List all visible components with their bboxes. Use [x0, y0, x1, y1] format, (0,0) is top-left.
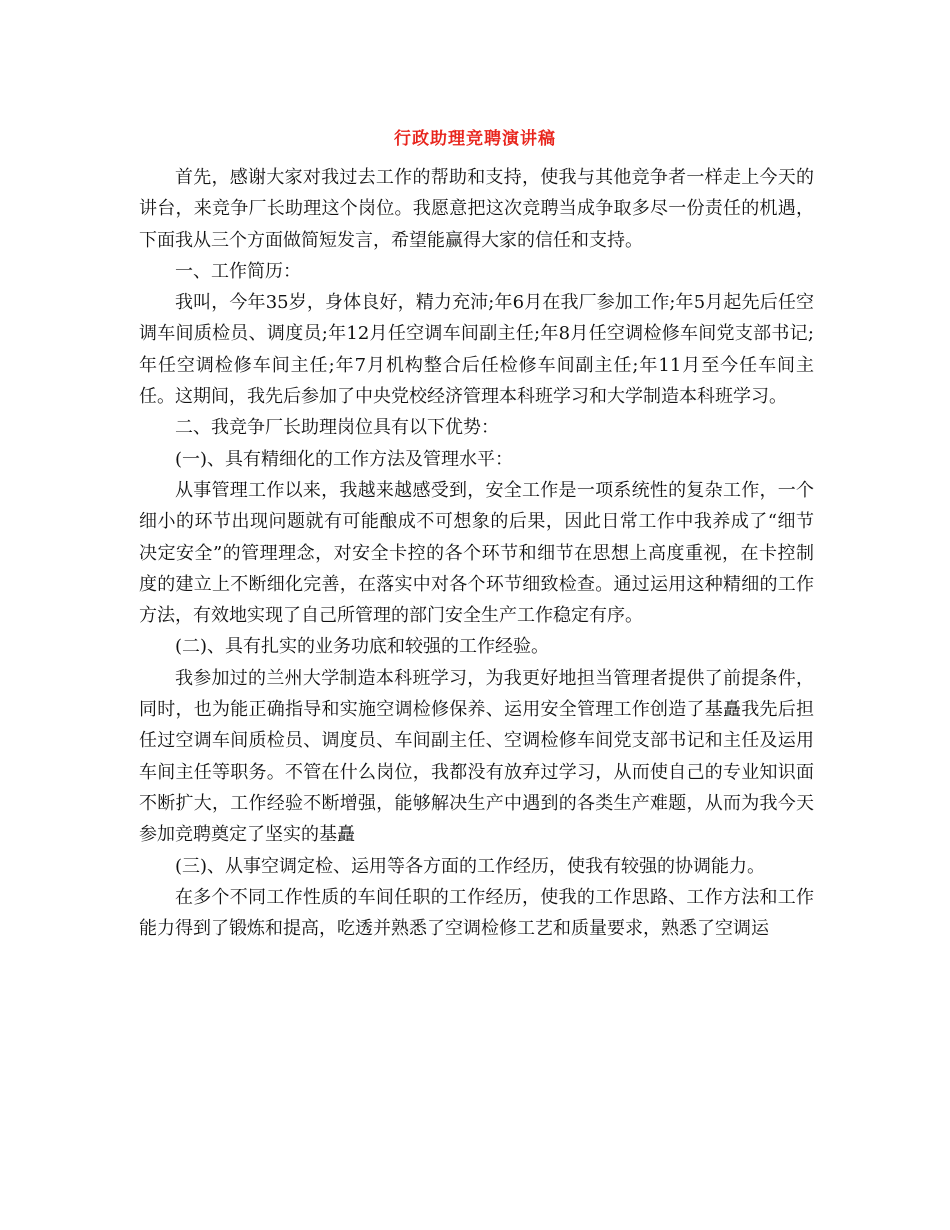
section-heading-resume: 一、工作简历： — [175, 260, 301, 282]
paragraph-coordination: 在多个不同工作性质的车间任职的工作经历，使我的工作思路、工作方法和工作能力得到了锻炼和提高，吃透并熟悉了空调检修工艺和质量要求，熟悉了空调运 — [139, 886, 814, 940]
document-body — [139, 162, 814, 944]
paragraph-intro: 首先，感谢大家对我过去工作的帮助和支持，使我与其他竞争者一样走上今天的讲台，来竞争厂长助理这个岗位。我愿意把这次竞聘当成争取多尽一份责任的机遇，下面我从三个方面做简短发言，希望能赢得大家的信任和支持。 — [139, 167, 814, 251]
subheading-coordination: (三)、从事空调定检、运用等各方面的工作经历，使我有较强的协调能力。 — [175, 855, 766, 877]
section-heading-advantages: 二、我竞争厂长助理岗位具有以下优势： — [175, 417, 499, 439]
subheading-business-experience: (二)、具有扎实的业务功底和较强的工作经验。 — [175, 636, 550, 658]
document-title: 行政助理竞聘演讲稿 — [394, 129, 556, 149]
paragraph-resume: 我叫，今年35岁，身体良好，精力充沛;年6月在我厂参加工作;年5月起先后任空调车间质检员、调度员;年12月任空调车间副主任;年8月任空调检修车间党支部书记;年任空调检修车间主任;年7月机构整合后任检修车间副主任;年11月至今任车间主任。这期间，我先后参加了中央党校经济管理本科班学习和大学制造本科班学习。 — [139, 292, 814, 408]
subheading-refined-management: (一)、具有精细化的工作方法及管理水平： — [175, 448, 514, 470]
paragraph-business-experience: 我参加过的兰州大学制造本科班学习，为我更好地担当管理者提供了前提条件，同时，也为能正确指导和实施空调检修保养、运用安全管理工作创造了基矗我先后担任过空调车间质检员、调度员、车间副主任、空调检修车间党支部书记和主任及运用车间主任等职务。不管在什么岗位，我都没有放弃过学习，从而使自己的专业知识面不断扩大，工作经验不断增强，能够解决生产中遇到的各类生产难题，从而为我今天参加竞聘奠定了坚实的基矗 — [139, 667, 814, 846]
paragraph-refined-management: 从事管理工作以来，我越来越感受到，安全工作是一项系统性的复杂工作，一个细小的环节出现问题就有可能酿成不可想象的后果，因此日常工作中我养成了“细节决定安全”的管理理念，对安全卡控的各个环节和细节在思想上高度重视，在卡控制度的建立上不断细化完善，在落实中对各个环节细致检查。通过运用这种精细的工作方法，有效地实现了自己所管理的部门安全生产工作稳定有序。 — [139, 479, 814, 627]
